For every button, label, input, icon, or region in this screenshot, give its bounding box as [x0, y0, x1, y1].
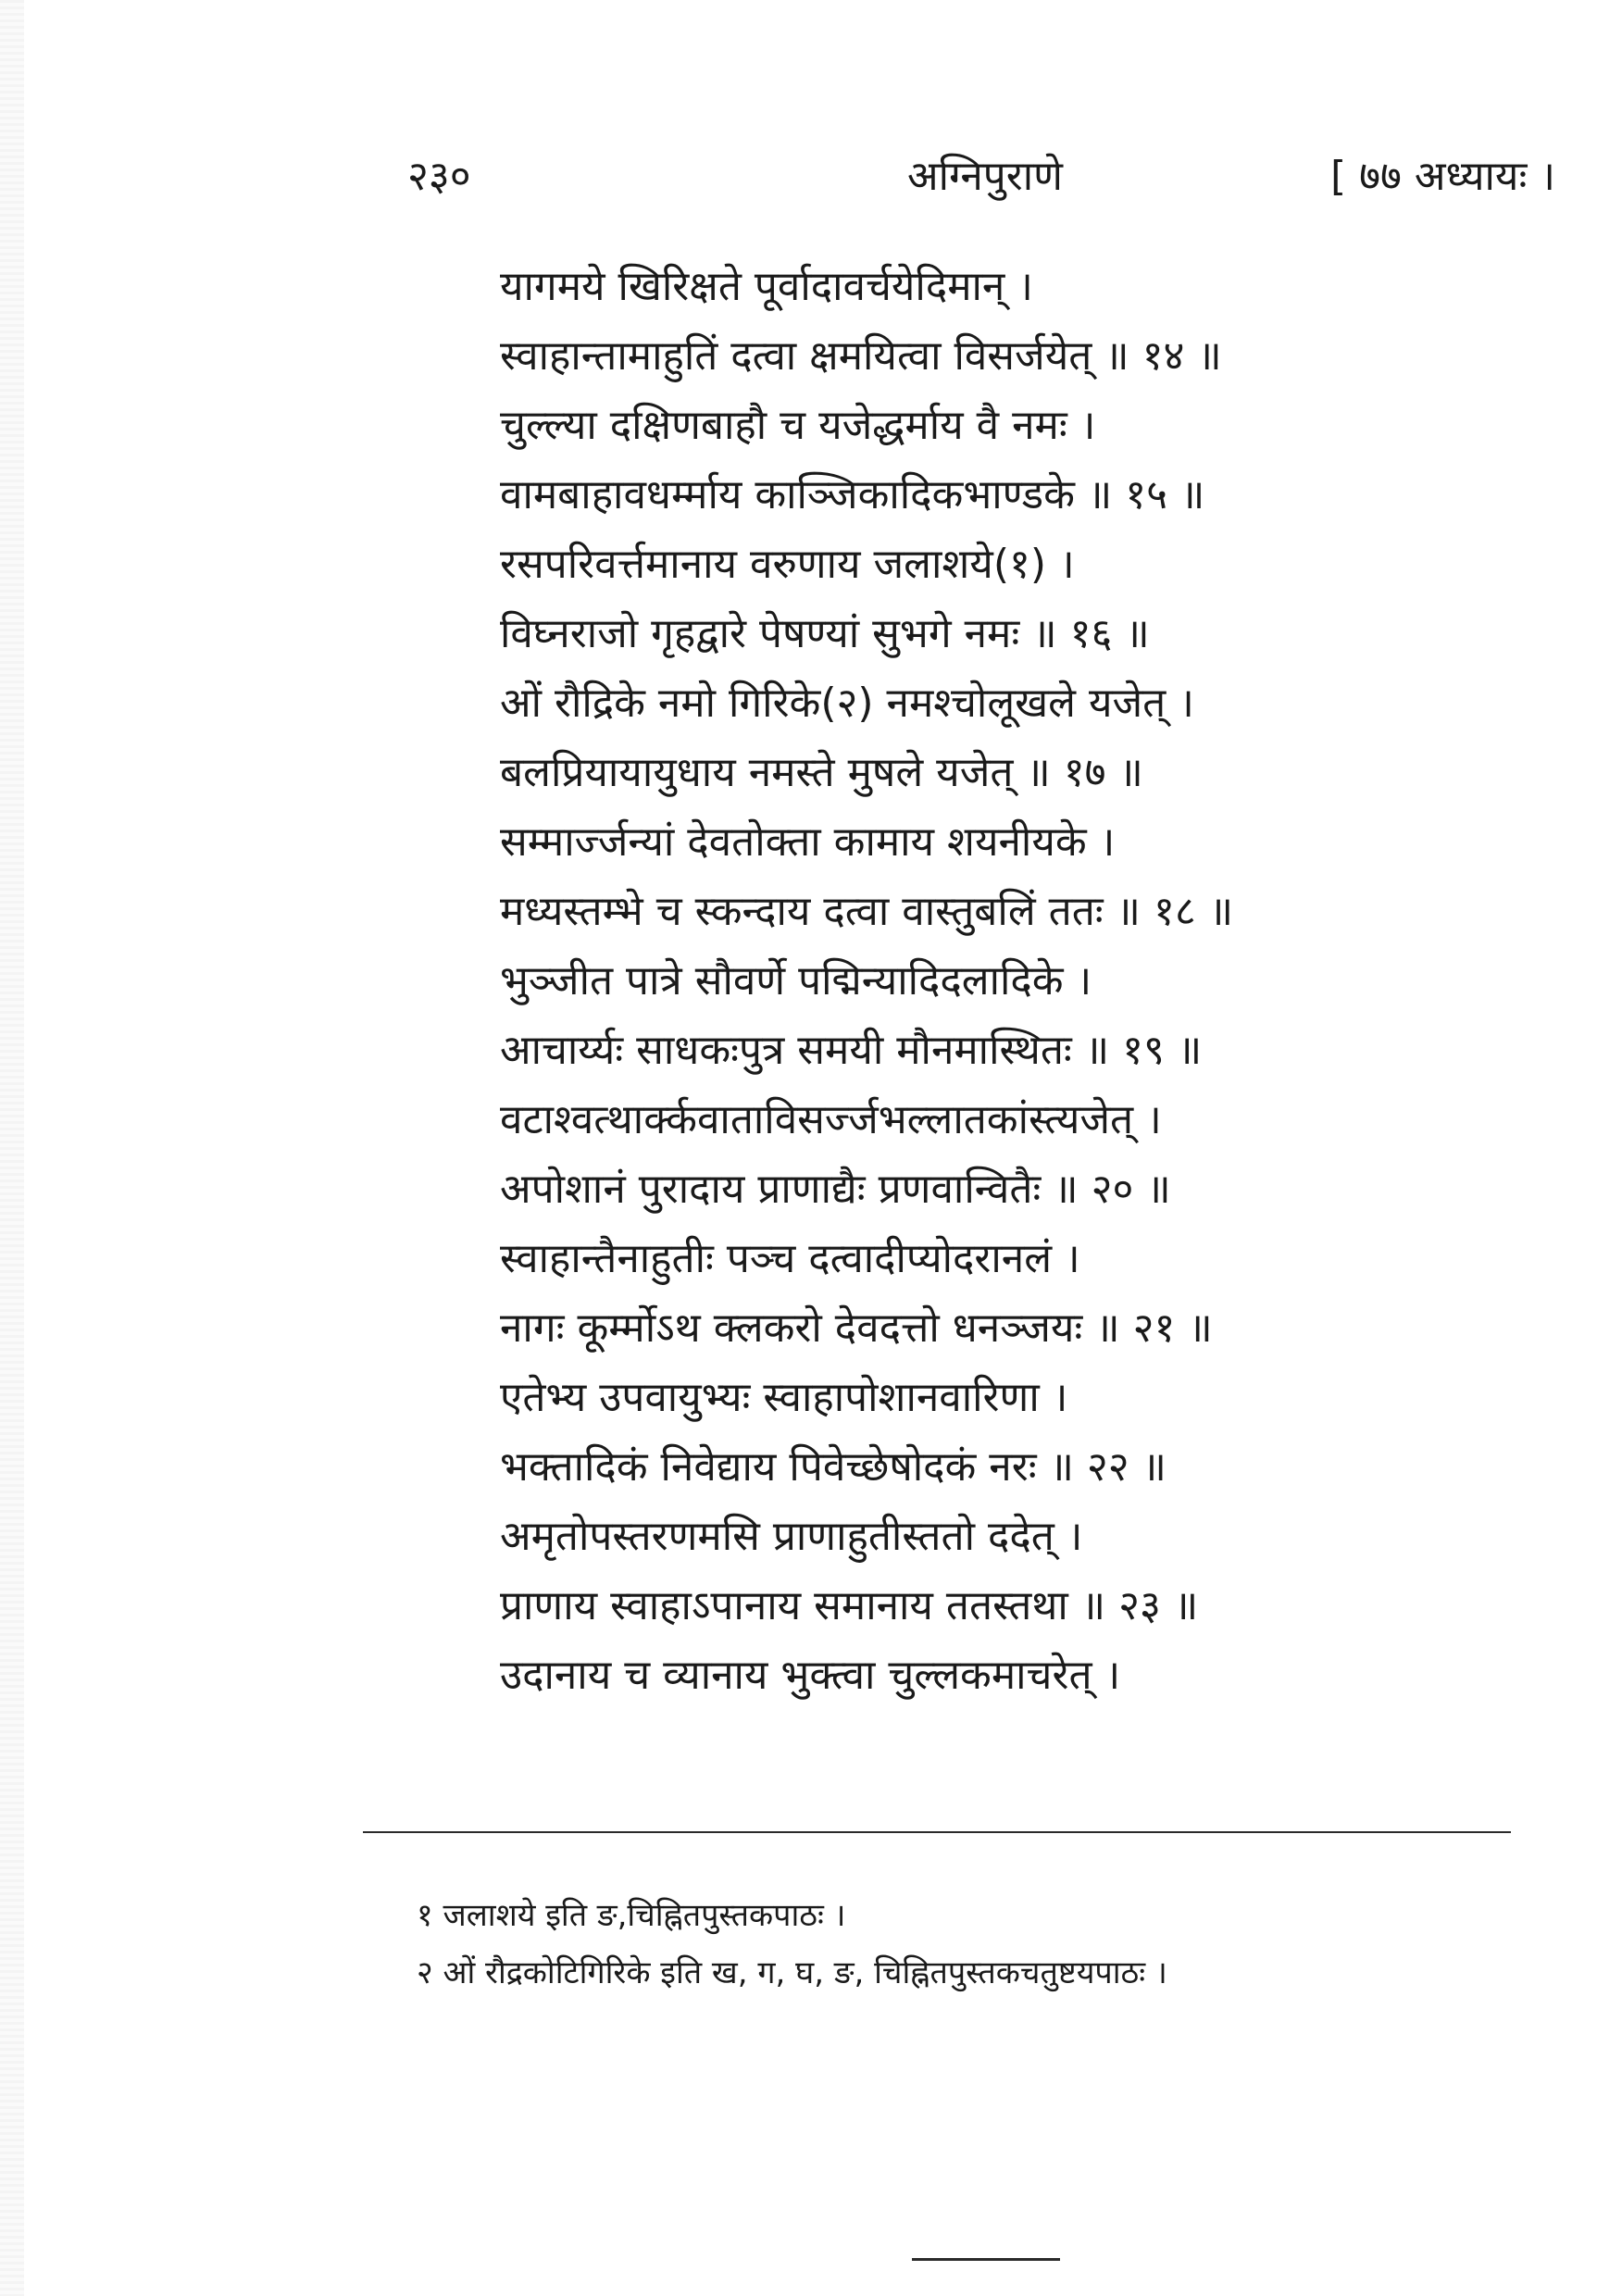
verse-line: आचार्य्यः साधकःपुत्र समयी मौनमास्थितः ॥ १९ ॥: [500, 1027, 1203, 1074]
signature-mark: [912, 2258, 1060, 2261]
verse-line: ओं रौद्रिके नमो गिरिके(२) नमश्चोलूखले यजेत् ।: [500, 680, 1194, 727]
verse-line: भक्तादिकं निवेद्याय पिवेच्छेषोदकं नरः ॥ २२ ॥: [500, 1443, 1167, 1491]
verse-line: एतेभ्य उपवायुभ्यः स्वाहापोशानवारिणा ।: [500, 1374, 1068, 1421]
verse-line: सम्मार्ज्जन्यां देवतोक्ता कामाय शयनीयके ।: [500, 818, 1116, 866]
page-header: [407, 146, 1555, 211]
verse-line: अमृतोपस्तरणमसि प्राणाहुतीस्ततो ददेत् ।: [500, 1513, 1083, 1560]
footnote-divider: [363, 1831, 1511, 1833]
verse-line: स्वाहान्तामाहुतिं दत्वा क्षमयित्वा विसर्जयेत् ॥ १४ ॥: [500, 332, 1222, 380]
page-edge-shadow: [0, 0, 24, 2296]
verse-block: [500, 252, 1426, 1710]
verse-line: वटाश्वत्थार्क्कवाताविसर्ज्जभल्लातकांस्त्यजेत् ।: [500, 1096, 1162, 1143]
verse-line: अपोशानं पुरादाय प्राणाद्यैः प्रणवान्वितैः ॥ २० ॥: [500, 1166, 1171, 1213]
verse-line: विघ्नराजो गृहद्वारे पेषण्यां सुभगे नमः ॥ १६ ॥: [500, 610, 1150, 657]
verse-line: नागः कूर्म्मोऽथ क्लकरो देवदत्तो धनञ्जयः ॥ २१ ॥: [500, 1304, 1213, 1352]
running-title: अग्निपुराणे: [907, 153, 1063, 200]
verse-line: बलप्रियायायुधाय नमस्ते मुषले यजेत् ॥ १७ ॥: [500, 749, 1143, 796]
chapter-label: [ ७७ अध्यायः ।: [1329, 153, 1555, 200]
verse-line: रसपरिवर्त्तमानाय वरुणाय जलाशये(१) ।: [500, 541, 1075, 588]
footnote: २ ओं रौद्रकोटिगिरिके इति ख, ग, घ, ङ, चिह्नितपुस्तकचतुष्टयपाठः ।: [417, 1954, 1167, 1991]
verse-line: यागमये खिरिक्षते पूर्वादावर्चयेदिमान् ।: [500, 263, 1033, 310]
verse-line: उदानाय च व्यानाय भुक्त्वा चुल्लकमाचरेत् ।: [500, 1652, 1121, 1699]
verse-line: भुञ्जीत पात्रे सौवर्णे पद्मिन्यादिदलादिके ।: [500, 957, 1092, 1004]
footnote: १ जलाशये इति ङ,चिह्नितपुस्तकपाठः ।: [417, 1897, 846, 1934]
verse-line: प्राणाय स्वाहाऽपानाय समानाय ततस्तथा ॥ २३ ॥: [500, 1582, 1199, 1629]
page-number: २३०: [407, 153, 471, 200]
footnotes: [417, 1887, 1528, 2002]
verse-line: मध्यस्तम्भे च स्कन्दाय दत्वा वास्तुबलिं ततः ॥ १८ ॥: [500, 888, 1234, 935]
verse-line: वामबाहावधर्म्माय काञ्जिकादिकभाण्डके ॥ १५ ॥: [500, 471, 1205, 518]
verse-line: स्वाहान्तैनाहुतीः पञ्च दत्वादीप्योदरानलं ।: [500, 1235, 1080, 1282]
verse-line: चुल्ल्या दक्षिणबाहौ च यजेद्धर्माय वै नमः ।: [500, 402, 1096, 449]
